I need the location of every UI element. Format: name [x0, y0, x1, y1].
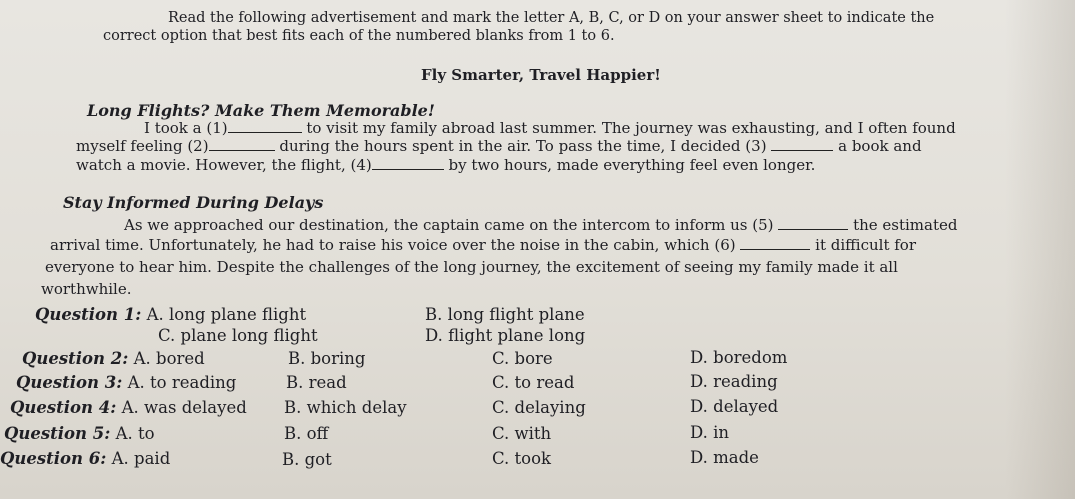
q3-option-d: D. reading [690, 372, 778, 391]
text-segment: watch a movie. However, the flight, (4) [76, 156, 372, 174]
q4-option-d: D. delayed [690, 397, 779, 416]
question-4 [10, 398, 247, 418]
q5-option-c: C. with [492, 424, 552, 443]
blank-5 [778, 217, 848, 230]
section2-line-4: worthwhile. [41, 280, 132, 298]
q5-option-d: D. in [690, 423, 730, 442]
q1-option-d: D. flight plane long [425, 326, 586, 345]
text-segment: As we approached our destination, the captain came on the intercom to inform us (5) [124, 216, 774, 234]
option-a: A. bored [133, 349, 205, 368]
question-label: Question 5: [4, 424, 111, 443]
q2-option-b: B. boring [288, 349, 366, 368]
option-a: A. to reading [127, 373, 237, 392]
option-a: A. to [115, 424, 155, 443]
advertisement-title: Fly Smarter, Travel Happier! [421, 66, 661, 84]
blank-6 [740, 237, 810, 250]
section2-line-2 [50, 236, 916, 254]
q6-option-c: C. took [492, 449, 552, 468]
section1-heading: Long Flights? Make Them Memorable! [87, 101, 435, 120]
q1-option-c: C. plane long flight [158, 326, 318, 345]
question-3 [16, 373, 236, 393]
section1-line-2 [76, 137, 922, 155]
question-label: Question 2: [22, 349, 129, 368]
section2-line-3: everyone to hear him. Despite the challenges of the long journey, the excitement of seeing my family made it all [45, 258, 898, 276]
q5-option-b: B. off [284, 424, 329, 443]
question-label: Question 1: [35, 305, 142, 324]
section2-heading: Stay Informed During Delays [63, 193, 324, 212]
question-6 [0, 449, 170, 469]
option-a: A. long plane flight [146, 305, 307, 324]
option-a: A. paid [111, 449, 171, 468]
blank-3 [771, 138, 833, 151]
q2-option-d: D. boredom [690, 348, 788, 367]
section2-line-1 [124, 216, 958, 234]
text-segment: during the hours spent in the air. To pass the time, I decided (3) [279, 137, 767, 155]
q4-option-c: C. delaying [492, 398, 586, 417]
q3-option-c: C. to read [492, 373, 575, 392]
section1-line-3 [76, 156, 815, 174]
text-segment: it difficult for [815, 236, 917, 254]
question-5 [4, 424, 155, 444]
q4-option-b: B. which delay [284, 398, 407, 417]
blank-4 [372, 157, 444, 170]
text-segment: the estimated [853, 216, 958, 234]
section1-line-1 [144, 119, 956, 137]
blank-1 [228, 120, 302, 133]
blank-2 [209, 138, 275, 151]
q1-option-b: B. long flight plane [425, 305, 585, 324]
instructions-line-1: Read the following advertisement and mark the letter A, B, C, or D on your answer sheet to indicate the [168, 10, 935, 26]
text-segment: by two hours, made everything feel even longer. [448, 156, 816, 174]
question-label: Question 6: [0, 449, 107, 468]
question-2 [22, 349, 205, 369]
text-segment: myself feeling (2) [76, 137, 209, 155]
text-segment: I took a (1) [144, 119, 228, 137]
text-segment: to visit my family abroad last summer. The journey was exhausting, and I often found [306, 119, 956, 137]
instructions-line-2: correct option that best fits each of the numbered blanks from 1 to 6. [103, 28, 615, 44]
question-1 [35, 305, 306, 325]
text-segment: a book and [838, 137, 922, 155]
text-segment: arrival time. Unfortunately, he had to raise his voice over the noise in the cabin, which (6) [50, 236, 736, 254]
question-label: Question 3: [16, 373, 123, 392]
option-a: A. was delayed [121, 398, 247, 417]
q3-option-b: B. read [286, 373, 347, 392]
q6-option-d: D. made [690, 448, 759, 467]
question-label: Question 4: [10, 398, 117, 417]
q6-option-b: B. got [282, 450, 332, 469]
page-shadow [1005, 0, 1075, 499]
q2-option-c: C. bore [492, 349, 553, 368]
